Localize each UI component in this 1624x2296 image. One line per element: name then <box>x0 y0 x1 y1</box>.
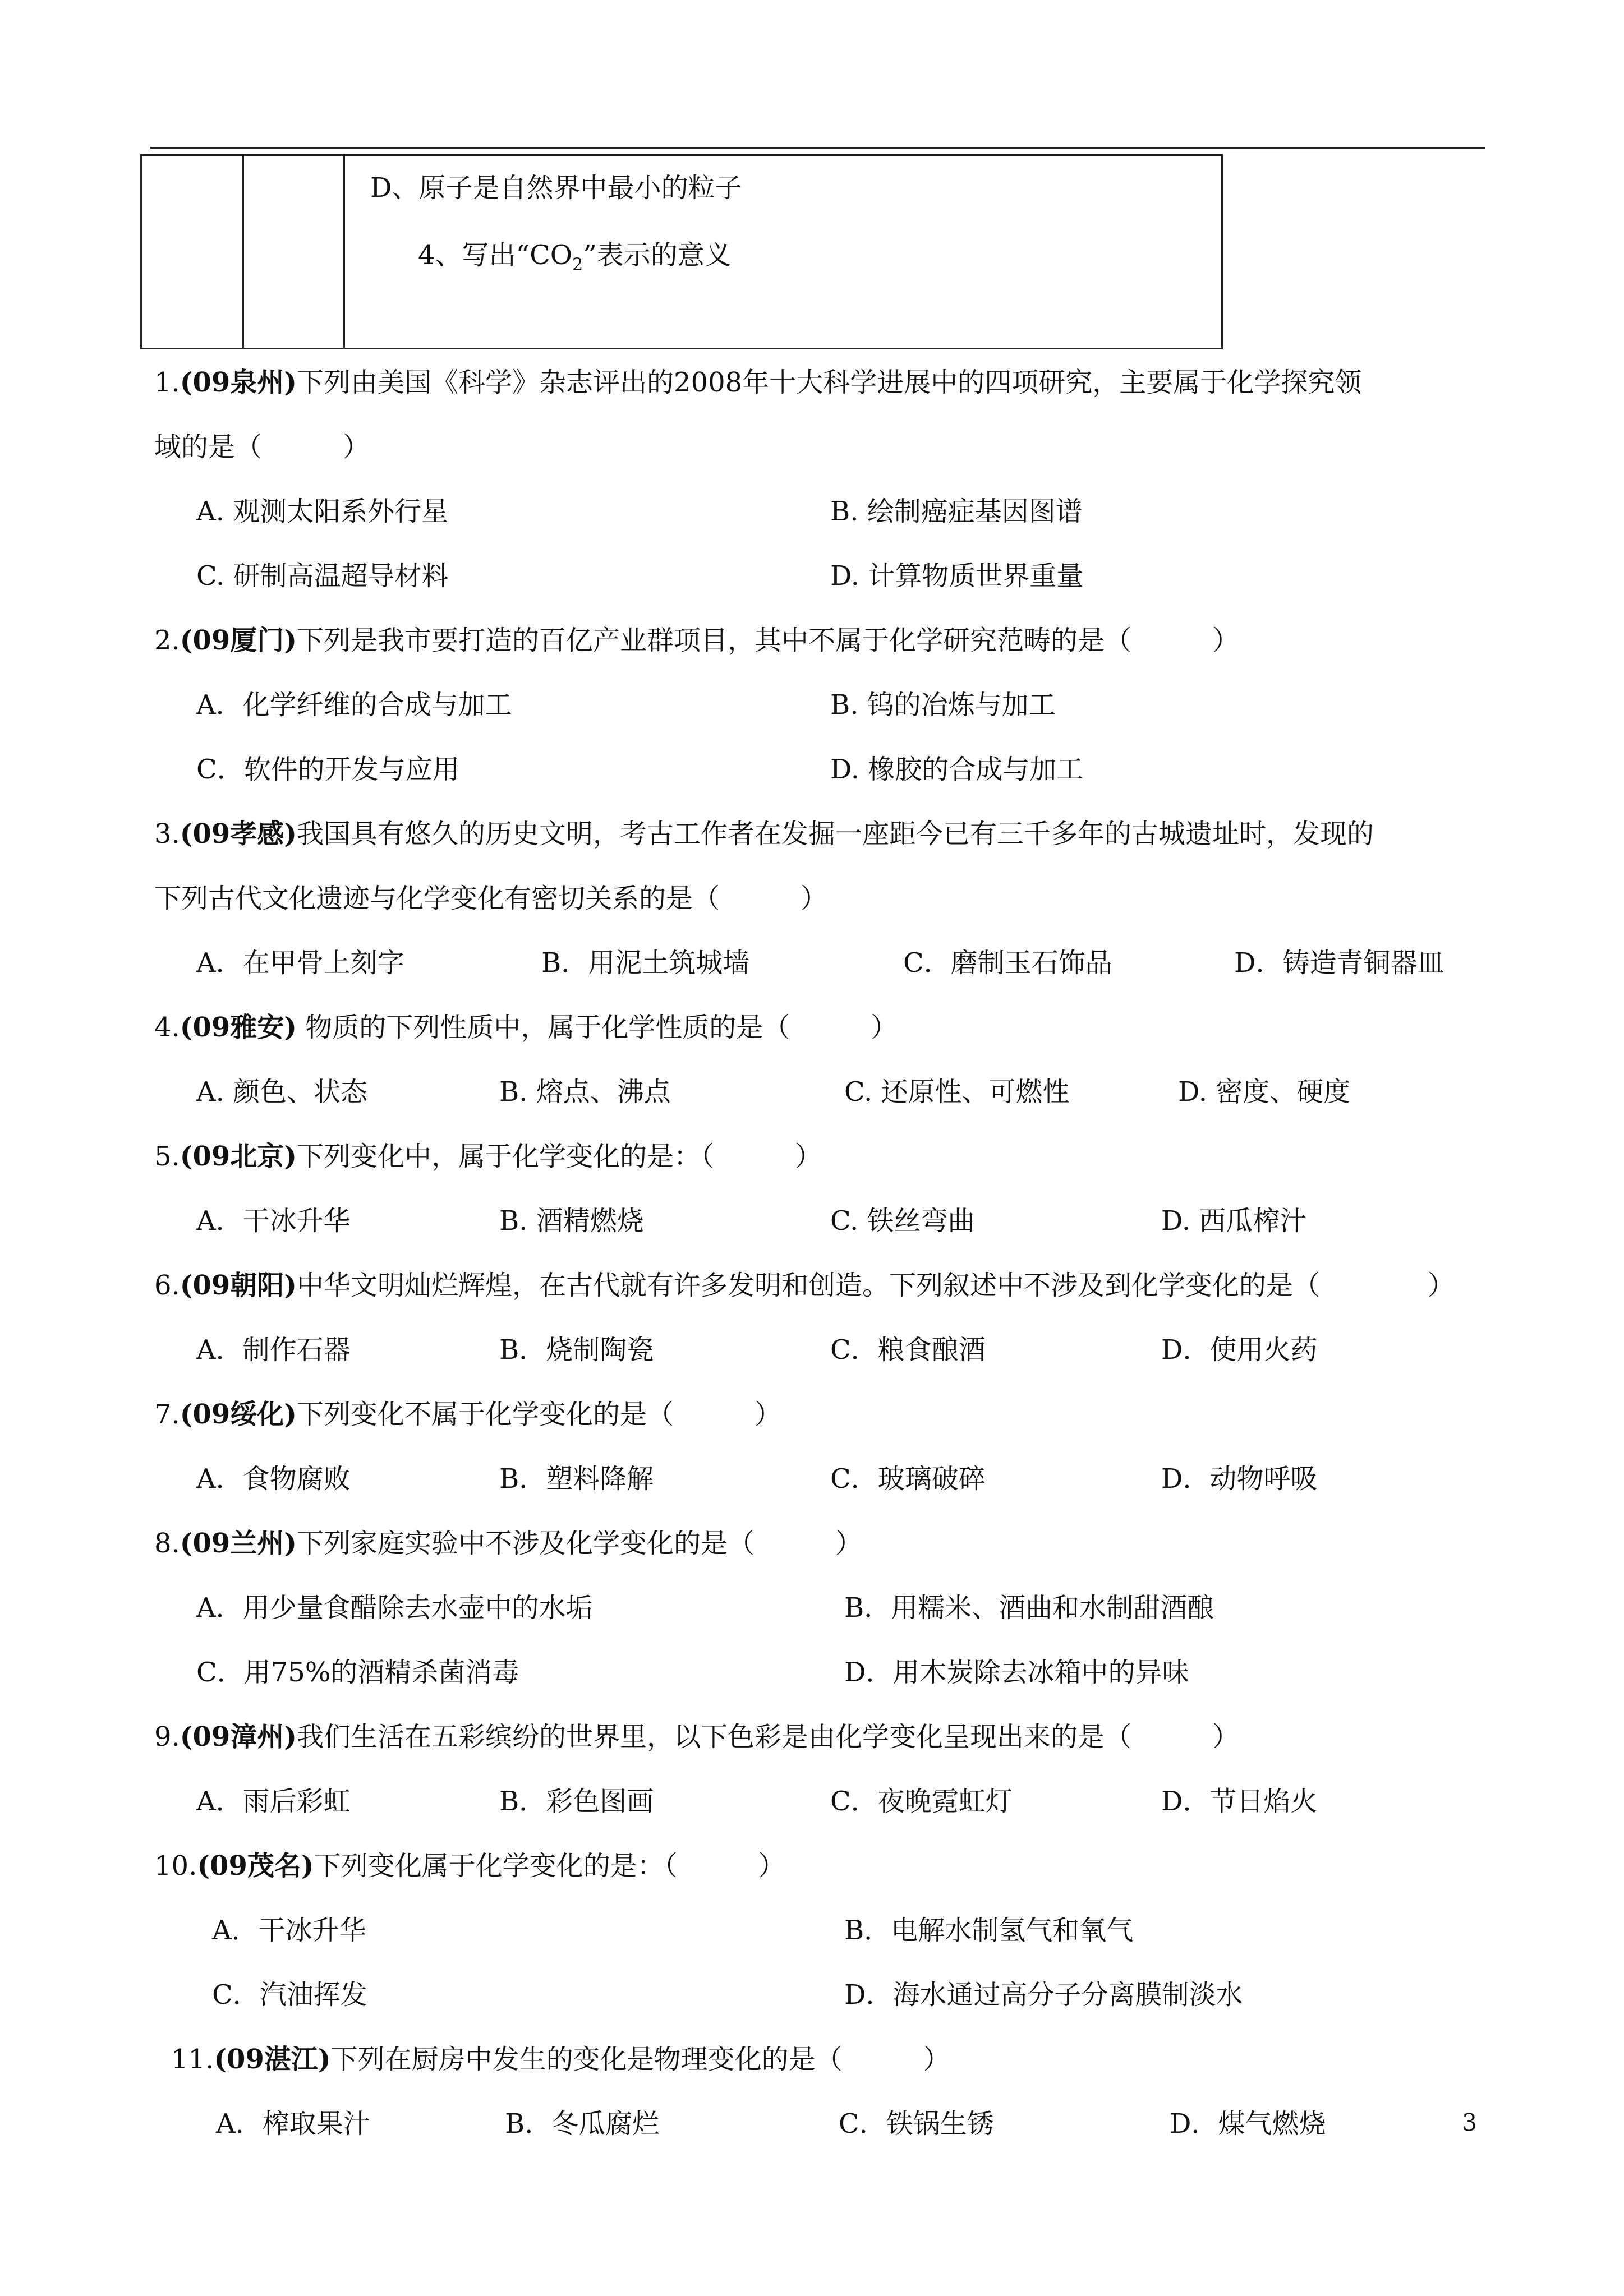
question-8: 8.(09兰州)下列家庭实验中不涉及化学变化的是（ ） <box>154 1528 863 1559</box>
option: D．煤气燃烧 <box>1170 2108 1326 2140</box>
option: B．用糯米、酒曲和水制甜酒酿 <box>844 1592 1214 1624</box>
option: B．塑料降解 <box>499 1463 654 1495</box>
option: D．节日焰火 <box>1161 1786 1318 1817</box>
question-1-continuation: 域的是（ ） <box>154 431 370 463</box>
table-column-divider <box>242 154 244 349</box>
option: A．制作石器 <box>196 1334 351 1366</box>
option: B. 熔点、沸点 <box>499 1076 671 1108</box>
question-1: 1.(09泉州)下列由美国《科学》杂志评出的2008年十大科学进展中的四项研究，主要属于化学探究领 <box>154 367 1362 398</box>
option: C. 还原性、可燃性 <box>844 1076 1070 1108</box>
question-5: 5.(09北京)下列变化中，属于化学变化的是：（ ） <box>154 1141 822 1172</box>
option: A. 颜色、状态 <box>196 1076 368 1108</box>
header-rule <box>150 147 1485 149</box>
option: D．使用火药 <box>1161 1334 1318 1366</box>
option: C．用75%的酒精杀菌消毒 <box>196 1657 519 1688</box>
option: B．彩色图画 <box>499 1786 654 1817</box>
option: C．软件的开发与应用 <box>196 754 459 785</box>
question-2: 2.(09厦门)下列是我市要打造的百亿产业群项目，其中不属于化学研究范畴的是（ ） <box>154 625 1240 656</box>
option: A. 观测太阳系外行星 <box>196 496 449 527</box>
option: A．食物腐败 <box>196 1463 351 1495</box>
option: B．用泥土筑城墙 <box>541 947 750 979</box>
option: A．榨取果汁 <box>216 2108 370 2140</box>
option: B．电解水制氢气和氧气 <box>844 1915 1134 1946</box>
option: C．夜晚霓虹灯 <box>830 1786 1013 1817</box>
option: A．雨后彩虹 <box>196 1786 351 1817</box>
option: D. 西瓜榨汁 <box>1161 1205 1307 1237</box>
option: C. 铁丝弯曲 <box>830 1205 975 1237</box>
option: A．用少量食醋除去水壶中的水垢 <box>196 1592 593 1624</box>
table-cell-line: D、原子是自然界中最小的粒子 <box>370 172 742 204</box>
question-9: 9.(09漳州)我们生活在五彩缤纷的世界里，以下色彩是由化学变化呈现出来的是（ ） <box>154 1721 1240 1753</box>
option: D. 密度、硬度 <box>1178 1076 1351 1108</box>
option: A．在甲骨上刻字 <box>196 947 404 979</box>
question-3: 3.(09孝感)我国具有悠久的历史文明，考古工作者在发掘一座距今已有三千多年的古城遗址时，发现的 <box>154 818 1374 850</box>
option: D. 计算物质世界重量 <box>830 560 1084 592</box>
option: B．冬瓜腐烂 <box>505 2108 660 2140</box>
question-10: 10.(09茂名)下列变化属于化学变化的是：（ ） <box>154 1850 785 1882</box>
option: B. 绘制癌症基因图谱 <box>830 496 1083 527</box>
option: C．铁锅生锈 <box>839 2108 994 2140</box>
table-cell-line: 4、写出“$CO_2$”表示的意义 <box>418 239 732 275</box>
option: C. 研制高温超导材料 <box>196 560 449 592</box>
question-11: 11.(09湛江)下列在厨房中发生的变化是物理变化的是（ ） <box>171 2044 950 2075</box>
question-6: 6.(09朝阳)中华文明灿烂辉煌，在古代就有许多发明和创造。下列叙述中不涉及到化学变化的是（ ） <box>154 1270 1455 1301</box>
option: A．干冰升华 <box>196 1205 351 1237</box>
option: D. 橡胶的合成与加工 <box>830 754 1084 785</box>
option: B．烧制陶瓷 <box>499 1334 654 1366</box>
question-3-continuation: 下列古代文化遗迹与化学变化有密切关系的是（ ） <box>154 883 828 914</box>
table-column-divider <box>343 154 345 349</box>
question-4: 4.(09雅安) 物质的下列性质中，属于化学性质的是（ ） <box>154 1012 898 1043</box>
option: D．海水通过高分子分离膜制淡水 <box>844 1979 1243 2011</box>
option: C．粮食酿酒 <box>830 1334 986 1366</box>
option: D．动物呼吸 <box>1161 1463 1318 1495</box>
option: B. 钨的冶炼与加工 <box>830 689 1056 721</box>
option: D．用木炭除去冰箱中的异味 <box>844 1657 1189 1688</box>
option: C．玻璃破碎 <box>830 1463 986 1495</box>
option: C．磨制玉石饰品 <box>903 947 1112 979</box>
page-number: 3 <box>1462 2109 1477 2136</box>
question-7: 7.(09绥化)下列变化不属于化学变化的是（ ） <box>154 1399 782 1430</box>
option: D．铸造青铜器皿 <box>1234 947 1444 979</box>
option: A．干冰升华 <box>212 1915 366 1946</box>
option: B. 酒精燃烧 <box>499 1205 644 1237</box>
option: C．汽油挥发 <box>212 1979 367 2011</box>
option: A．化学纤维的合成与加工 <box>196 689 512 721</box>
